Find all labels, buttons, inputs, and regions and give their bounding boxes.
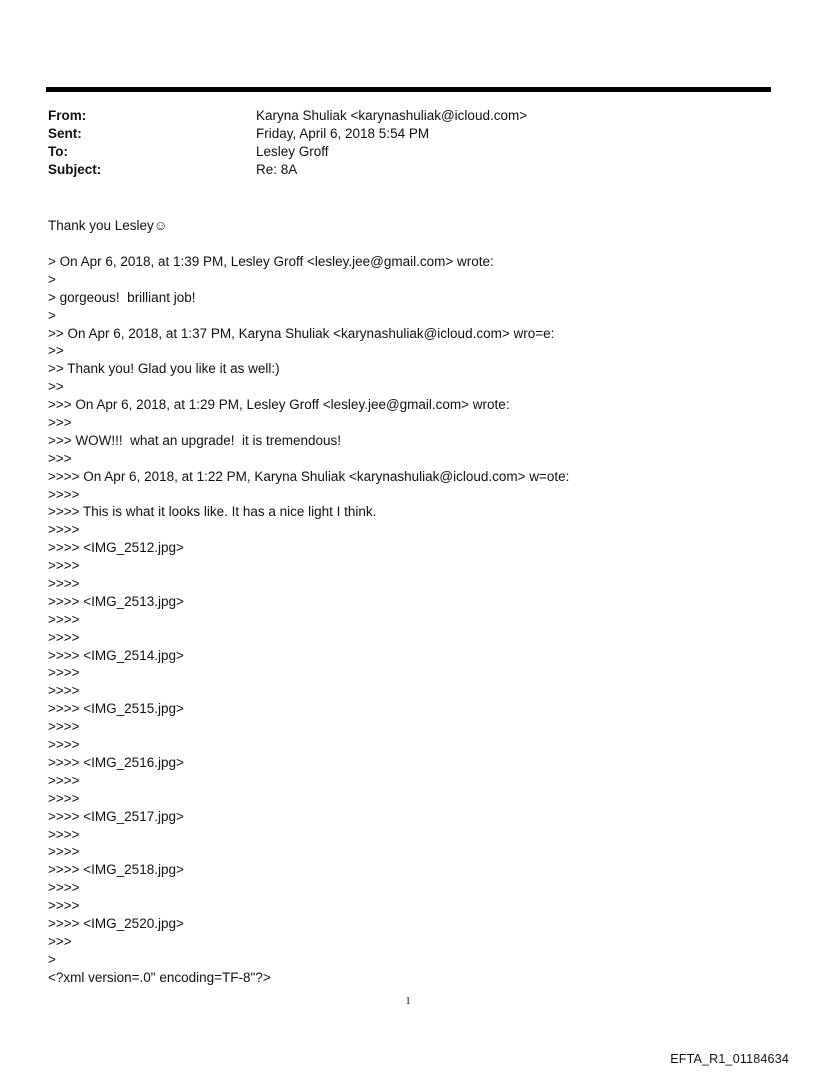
- subject-label: Subject:: [48, 162, 102, 177]
- quoted-line: >> Thank you! Glad you like it as well:): [48, 361, 280, 377]
- quoted-line: >>>> On Apr 6, 2018, at 1:22 PM, Karyna Shuliak <karynashuliak@icloud.com> w=ote:: [48, 468, 570, 484]
- quoted-line: >>>>: [48, 683, 80, 699]
- quoted-line: >>>> <IMG_2513.jpg>: [48, 593, 184, 609]
- quoted-line: >>>>: [48, 629, 80, 645]
- quoted-line: <?xml version=.0" encoding=TF-8"?>: [48, 969, 271, 985]
- from-value: Karyna Shuliak <karynashuliak@icloud.com>: [256, 108, 528, 123]
- subject-value: Re: 8A: [256, 162, 298, 177]
- quoted-line: >>>> <IMG_2518.jpg>: [48, 862, 184, 878]
- quoted-line: >>>> <IMG_2516.jpg>: [48, 754, 184, 770]
- quoted-line: >: [48, 951, 56, 967]
- quoted-line: >>> WOW!!! what an upgrade! it is tremendous!: [48, 432, 342, 448]
- to-row: [48, 143, 768, 161]
- quoted-line: >>>>: [48, 790, 80, 806]
- quoted-line: >: [48, 271, 56, 287]
- email-header: [48, 107, 768, 179]
- quoted-line: >> On Apr 6, 2018, at 1:37 PM, Karyna Shuliak <karynashuliak@icloud.com> wro=e:: [48, 325, 555, 341]
- quoted-line: >>>> <IMG_2514.jpg>: [48, 647, 184, 663]
- subject-row: [48, 161, 768, 179]
- sent-row: [48, 125, 768, 143]
- from-label: From:: [48, 108, 87, 123]
- quoted-line: >: [48, 307, 56, 323]
- quoted-line: >>>>: [48, 737, 80, 753]
- quoted-line: >>>>: [48, 486, 80, 502]
- to-label: To:: [48, 144, 68, 159]
- email-body: [48, 217, 768, 987]
- quoted-thread: [48, 253, 768, 987]
- quoted-line: >>>>: [48, 719, 80, 735]
- quoted-line: >>>> <IMG_2517.jpg>: [48, 808, 184, 824]
- quoted-line: >>>>: [48, 522, 80, 538]
- quoted-line: >>>>: [48, 611, 80, 627]
- to-value: Lesley Groff: [256, 144, 329, 159]
- quoted-line: >>>: [48, 450, 72, 466]
- sent-value: Friday, April 6, 2018 5:54 PM: [256, 126, 430, 141]
- quoted-line: >>>> <IMG_2515.jpg>: [48, 701, 184, 717]
- quoted-line: >>>: [48, 415, 72, 431]
- quoted-line: >>>>: [48, 844, 80, 860]
- bates-number: EFTA_R1_01184634: [670, 1052, 789, 1066]
- greeting: Thank you Lesley☺: [48, 218, 168, 233]
- quoted-line: >>: [48, 379, 64, 395]
- header-rule: [46, 87, 771, 92]
- quoted-line: >>>>: [48, 826, 80, 842]
- quoted-line: >>>>: [48, 898, 80, 914]
- quoted-line: >>: [48, 343, 64, 359]
- quoted-line: >>>>: [48, 558, 80, 574]
- quoted-line: >>>>: [48, 576, 80, 592]
- quoted-line: >>>> <IMG_2520.jpg>: [48, 915, 184, 931]
- quoted-line: > On Apr 6, 2018, at 1:39 PM, Lesley Groff <lesley.jee@gmail.com> wrote:: [48, 254, 494, 269]
- sent-label: Sent:: [48, 126, 82, 141]
- quoted-line: >>>> <IMG_2512.jpg>: [48, 540, 184, 556]
- quoted-line: > gorgeous! brilliant job!: [48, 289, 196, 305]
- quoted-line: >>>>: [48, 880, 80, 896]
- quoted-line: >>>>: [48, 772, 80, 788]
- quoted-line: >>>>: [48, 665, 80, 681]
- page-number: 1: [405, 995, 411, 1007]
- quoted-line: >>> On Apr 6, 2018, at 1:29 PM, Lesley Groff <lesley.jee@gmail.com> wrote:: [48, 397, 510, 413]
- from-row: [48, 107, 768, 125]
- quoted-line: >>>: [48, 933, 72, 949]
- quoted-line: >>>> This is what it looks like. It has a nice light I think.: [48, 504, 377, 520]
